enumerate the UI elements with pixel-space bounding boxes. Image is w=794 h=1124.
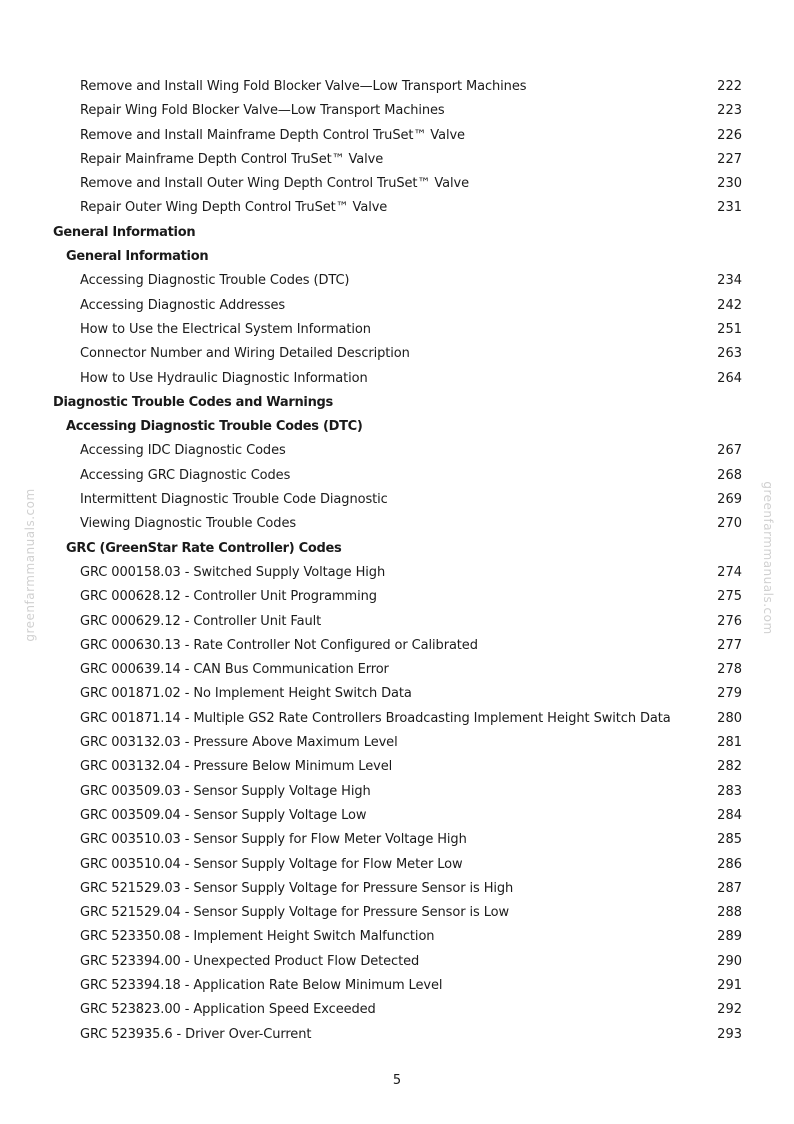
toc-entry-title: How to Use the Electrical System Information [80,321,371,337]
toc-entry-title: GRC 001871.02 - No Implement Height Switch Data [80,686,412,702]
table-of-contents [0,75,794,1047]
toc-entry-title: Remove and Install Wing Fold Blocker Valve—Low Transport Machines [80,79,527,94]
toc-entry[interactable] [0,196,794,220]
toc-entry-page: 287 [717,880,742,896]
toc-entry-page: 281 [717,735,742,751]
toc-entry[interactable] [0,974,794,998]
watermark-right: greenfarmmanuals.com [761,481,775,635]
toc-entry-title: Remove and Install Mainframe Depth Control TruSet™ Valve [80,127,465,143]
toc-section-heading [0,221,794,245]
toc-entry-title: Connector Number and Wiring Detailed Description [80,346,410,362]
toc-entry-page: 286 [717,856,742,872]
toc-entry-title: GRC 000639.14 - CAN Bus Communication Error [80,662,389,678]
toc-entry-title: Accessing Diagnostic Trouble Codes (DTC) [80,273,350,289]
toc-entry-title: Intermittent Diagnostic Trouble Code Diagnostic [80,492,388,508]
toc-entry-title: Remove and Install Outer Wing Depth Control TruSet™ Valve [80,176,469,192]
toc-entry[interactable] [0,828,794,852]
toc-section-heading [0,391,794,415]
toc-entry-page: 291 [717,977,742,993]
toc-entry-page: 278 [717,662,742,678]
toc-entry-title: How to Use Hydraulic Diagnostic Information [80,370,368,386]
toc-entry-page: 288 [717,905,742,921]
toc-entry-page: 274 [717,564,742,580]
toc-entry-title: GRC 003132.03 - Pressure Above Maximum Level [80,735,398,751]
toc-entry-title: GRC 523823.00 - Application Speed Exceeded [80,1002,376,1018]
toc-entry-title: Repair Outer Wing Depth Control TruSet™ Valve [80,200,388,216]
toc-entry-title: GRC 003510.04 - Sensor Supply Voltage for Flow Meter Low [80,856,463,872]
toc-entry-page: 282 [717,759,742,775]
toc-entry-page: 269 [717,492,742,508]
toc-entry-title: GRC 000158.03 - Switched Supply Voltage High [80,564,386,580]
toc-subsection-heading [0,245,794,269]
toc-entry-page: 227 [717,151,742,167]
toc-entry[interactable] [0,464,794,488]
toc-entry[interactable] [0,950,794,974]
toc-entry-page: 283 [717,783,742,799]
toc-entry-page: 290 [717,953,742,969]
toc-entry-page: 270 [717,516,742,532]
toc-entry-page: 230 [717,176,742,192]
toc-entry-page: 279 [717,686,742,702]
toc-entry[interactable] [0,561,794,585]
toc-entry[interactable] [0,853,794,877]
toc-entry-page: 267 [717,443,742,459]
watermark-left: greenfarmmanuals.com [23,488,37,642]
toc-entry[interactable] [0,925,794,949]
toc-entry-page: 223 [717,103,742,119]
toc-entry-page: 264 [717,370,742,386]
toc-entry[interactable] [0,99,794,123]
toc-entry-title: Repair Wing Fold Blocker Valve—Low Transport Machines [80,103,445,119]
toc-entry[interactable] [0,488,794,512]
toc-entry[interactable] [0,877,794,901]
toc-entry-title: GRC 000628.12 - Controller Unit Programming [80,589,377,605]
toc-entry[interactable] [0,439,794,463]
toc-entry-title: GRC 003509.04 - Sensor Supply Voltage Low [80,807,367,823]
toc-entry-page: 289 [717,929,742,945]
toc-entry-title: GRC 523394.18 - Application Rate Below Minimum Level [80,977,443,993]
toc-subsection-heading [0,537,794,561]
toc-entry-title: General Information [66,249,209,265]
toc-entry-page: 280 [717,710,742,726]
toc-subsection-heading [0,415,794,439]
toc-entry-title: Accessing Diagnostic Addresses [80,297,286,313]
toc-entry-title: GRC 523935.6 - Driver Over-Current [80,1026,312,1042]
toc-entry-title: GRC 523394.00 - Unexpected Product Flow Detected [80,953,420,969]
toc-entry[interactable] [0,1023,794,1047]
toc-entry[interactable] [0,269,794,293]
toc-entry[interactable] [0,124,794,148]
toc-entry[interactable] [0,342,794,366]
toc-entry[interactable] [0,682,794,706]
toc-entry-page: 226 [717,127,742,143]
toc-entry-title: GRC 523350.08 - Implement Height Switch Malfunction [80,929,435,945]
toc-entry-title: Repair Mainframe Depth Control TruSet™ Valve [80,151,384,167]
toc-entry[interactable] [0,658,794,682]
toc-entry[interactable] [0,804,794,828]
toc-entry[interactable] [0,585,794,609]
toc-entry-page: 234 [717,273,742,289]
toc-entry-page: 275 [717,589,742,605]
toc-entry-title: Accessing Diagnostic Trouble Codes (DTC) [66,419,363,435]
toc-entry[interactable] [0,610,794,634]
toc-entry-title: General Information [53,224,196,240]
toc-entry[interactable] [0,634,794,658]
toc-entry[interactable] [0,998,794,1022]
toc-entry[interactable] [0,512,794,536]
toc-entry-title: GRC 000630.13 - Rate Controller Not Configured or Calibrated [80,637,478,653]
toc-entry-title: Accessing IDC Diagnostic Codes [80,443,286,459]
toc-entry-page: 231 [717,200,742,216]
toc-entry-title: Viewing Diagnostic Trouble Codes [80,516,297,532]
toc-entry-title: GRC (GreenStar Rate Controller) Codes [66,540,342,556]
toc-entry[interactable] [0,901,794,925]
toc-entry-page: 263 [717,346,742,362]
toc-entry-page: 251 [717,321,742,337]
toc-entry-title: GRC 521529.03 - Sensor Supply Voltage for Pressure Sensor is High [80,880,514,896]
toc-entry[interactable] [0,707,794,731]
toc-entry-page: 285 [717,832,742,848]
toc-entry-title: GRC 003510.03 - Sensor Supply for Flow Meter Voltage High [80,832,467,848]
toc-entry-title: Accessing GRC Diagnostic Codes [80,467,291,483]
toc-entry-page: 268 [717,467,742,483]
toc-entry[interactable] [0,731,794,755]
toc-entry[interactable] [0,318,794,342]
toc-entry-page: 292 [717,1002,742,1018]
toc-entry-page: 242 [717,297,742,313]
toc-entry-page: 284 [717,807,742,823]
toc-entry[interactable] [0,367,794,391]
toc-entry-title: GRC 521529.04 - Sensor Supply Voltage for Pressure Sensor is Low [80,905,510,921]
toc-entry-title: GRC 000629.12 - Controller Unit Fault [80,613,322,629]
toc-entry[interactable] [0,75,794,99]
toc-entry-page: 222 [717,79,742,94]
toc-entry[interactable] [0,294,794,318]
toc-entry-title: GRC 003509.03 - Sensor Supply Voltage High [80,783,371,799]
toc-entry[interactable] [0,780,794,804]
toc-entry-title: GRC 001871.14 - Multiple GS2 Rate Controllers Broadcasting Implement Height Switch Data [80,710,671,726]
toc-entry[interactable] [0,755,794,779]
toc-entry-page: 276 [717,613,742,629]
toc-entry-page: 293 [717,1026,742,1042]
toc-entry[interactable] [0,172,794,196]
toc-entry-title: GRC 003132.04 - Pressure Below Minimum Level [80,759,393,775]
page-number: 5 [392,1073,402,1088]
toc-entry[interactable] [0,148,794,172]
toc-entry-page: 277 [717,637,742,653]
toc-entry-title: Diagnostic Trouble Codes and Warnings [53,394,333,410]
